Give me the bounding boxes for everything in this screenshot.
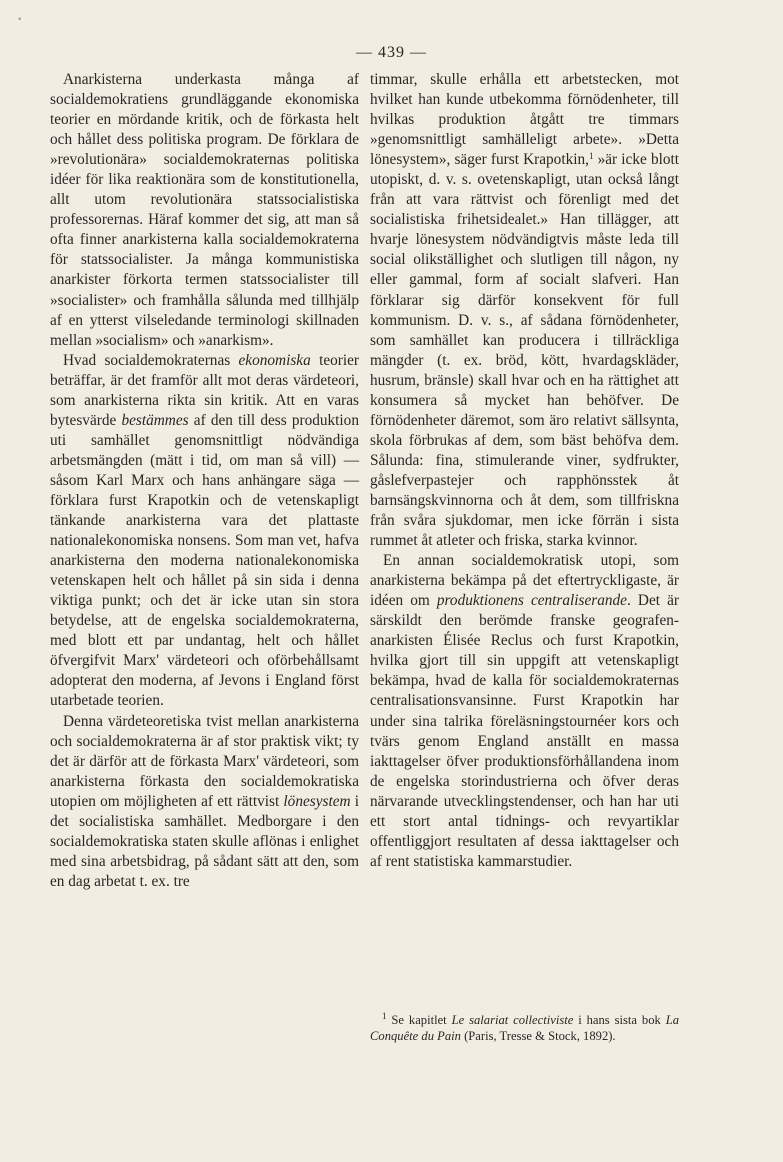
text-run: timmar, skulle erhålla ett arbetstecken, mot hvilket han kunde utbekomma förnödenheter, till hvilkas produktion åtgått tre timmars »genomsnittligt samhälleligt arbete». »Detta lönesystem», säger furst Krapotkin, (370, 71, 679, 169)
text-run: »är icke blott utopiskt, d. v. s. ovetenskapligt, utan också långt från att vara rättvist och förenligt med det socialistiska frihetsidealet.» Han tillägger, att hvarje lönesystem nödvändigtvis måste leda till social olikställighet och slutligen till någon, ny eller gammal, form af socialt slafveri. Han förklarar sig därför konsekvent för full kommunism. D. v. s., af sådana förnödenheter, som samhället kan producera i tillräckliga mängder (t. ex. bröd, kött, hvardagskläder, husrum, bränsle) skall hvar och en ha rättighet att konsumera så mycket han behöfver. De förnödenheter däremot, som äro relativt sällsynta, skola förbrukas af dem, som bäst behöfva dem. Sålunda: fina, stimulerande viner, sydfrukter, gåslefverpastejer och rapphönsstek åt barnsängskvinnorna och åt dem, som tillfriskna från svåra sjukdomar, men icke förrän i sista rummet åt atleter och friska, starka kvinnor. (370, 151, 679, 550)
text-run: Se kapitlet (386, 1013, 452, 1027)
page-number: — 439 — (356, 44, 427, 61)
text-run: af den till dess produktion uti samhället genomsnittligt nödvändiga arbetsmängden (mätt i tid, om man så vill) — såsom Karl Marx och hans anhängare säga — förklara furst Krapotkin och de vetenskapligt tänkande anarkisterna vara det plattaste nationalekonomiska nonsens. Som man vet, hafva anarkisterna den moderna nationalekonomiska vetenskapen helt och hållet på sin sida i denna viktiga punkt; och det är icke utan sin stora betydelse, att de engelska socialdemokraterna, med blott ett par undantag, helt och hållet öfvergifvit Marx' värdeteori och oförbehållsamt adopterat den moderna, af Jevons i England först utarbetade teorien. (50, 411, 359, 710)
footnote-text (370, 1012, 679, 1044)
footnote-ref: 1 (588, 151, 594, 162)
text-run: (Paris, Tresse & Stock, 1892). (460, 1029, 616, 1044)
paragraph-1: Anarkisterna underkasta många af socialdemokratiens grundläggande ekonomiska teorier en mördande kritik, och de förkasta helt och hållet dess politiska program. De förklara de »revolutionära» socialdemokraternas politiska idéer för lika reaktionära som de konstitutionella, allt utom revolutionära statssocialistiska professorernas. Häraf kommer det sig, att man så ofta finner anarkisterna kalla socialdemokraterna för statssocialister. Ja många kommunistiska anarkister förkorta termen statssocialister till »socialister» och framhålla sålunda med tillhjälp af en ytterst vilseledande terminologi skillnaden mellan »socialism» och »anarkism». (50, 71, 359, 349)
text-run: Denna värdeteoretiska tvist mellan anarkisterna och socialdemokraterna är af stor praktisk vikt; ty det är därför att de förkasta Marx' värdeteori, som anarkisterna förkasta den socialdemokratiska utopien om möjligheten af ett rättvist (50, 712, 359, 810)
text-run: teorier beträffar, är det framför allt mot deras värdeteori, som anarkisterna rikta sin kritik. Att en varas bytesvärde (50, 351, 359, 429)
italic-term: lönesystem (283, 792, 351, 810)
footnote (370, 1012, 679, 1044)
italic-term: produktionens centraliserande (436, 592, 627, 610)
margin-mark: ▪ (18, 14, 22, 25)
text-run: i hans sista bok (573, 1013, 666, 1027)
text-run: Hvad socialdemokraternas (63, 351, 239, 369)
text-run: . Det är särskildt den berömde franske geografen-anarkisten Élisée Reclus och furst Krapotkin, hvilka gjort till sin uppgift att vetenskapligt bekämpa, hvad de kalla för socialdemokraternas centralisationsvansinne. Furst Krapotkin har under sina talrika föreläsningstournéer kors och tvärs genom England anställt en massa iakttagelser öfver produktionsförhållandena inom de engelska storindustrierna och öfver deras närvarande utvecklingstendenser, och han har uti ett stort antal tidnings- och revyartiklar offentliggjort resultaten af dessa iakttagelser och af rent statistiska kammarstudier. (370, 592, 679, 870)
text-run: i det socialistiska samhället. Medborgare i den socialdemokratiska staten skulle aflönas i enlighet med sina arbetsbidrag, på sådant sätt att den, som en dag arbetat t. ex. tre (50, 792, 360, 890)
italic-term: bestämmes (121, 411, 189, 429)
text-run: En annan socialdemokratisk utopi, som anarkisterna bekämpa på det eftertryckligaste, är idéen om (370, 552, 679, 610)
right-column (370, 70, 679, 872)
italic-title: La Conquête du Pain (370, 1013, 679, 1044)
left-column (50, 70, 359, 892)
italic-title: Le salariat collectiviste (451, 1013, 574, 1027)
footnote-number: 1 (382, 1011, 387, 1021)
paragraph-continued (370, 70, 679, 551)
paragraph-2 (50, 351, 359, 712)
paragraph-3 (50, 712, 359, 892)
italic-term: ekonomiska (238, 351, 311, 369)
paragraph-4 (370, 551, 679, 872)
